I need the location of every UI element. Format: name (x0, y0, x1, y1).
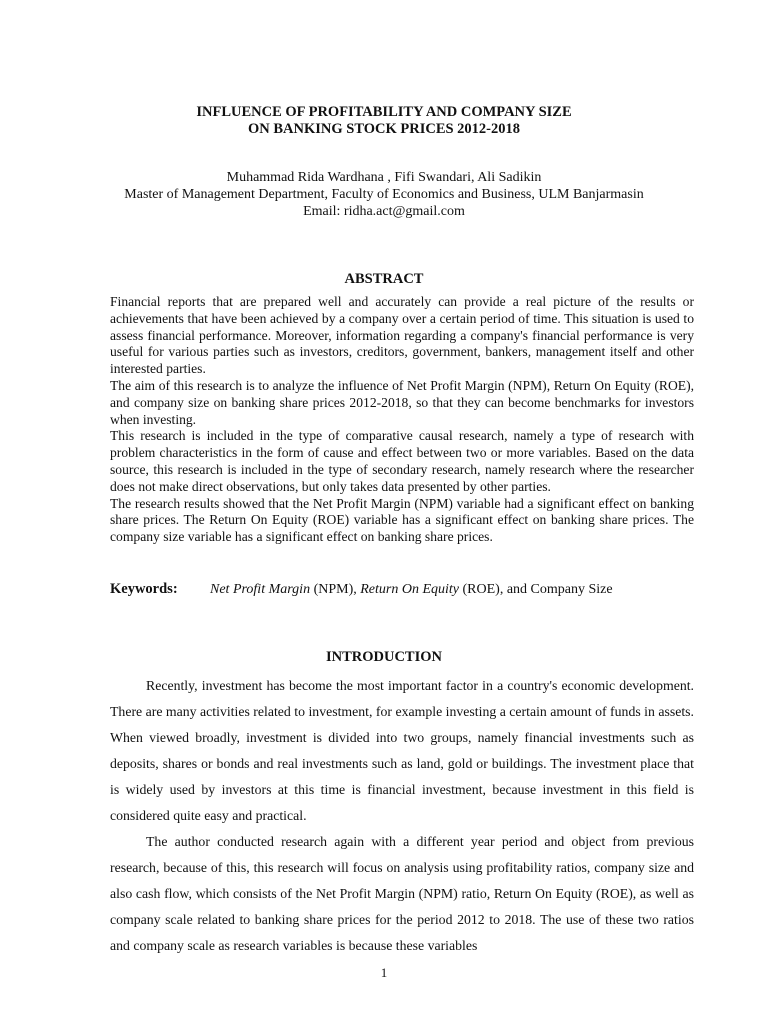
affiliation: Master of Management Department, Faculty of Economics and Business, ULM Banjarmasin (124, 187, 644, 202)
paper-title-line-1: INFLUENCE OF PROFITABILITY AND COMPANY SIZE (196, 104, 572, 120)
introduction-body (110, 673, 694, 959)
paper-title-line-2: ON BANKING STOCK PRICES 2012-2018 (247, 121, 521, 137)
keyword-rest: (ROE), and Company Size (459, 582, 613, 597)
authors: Muhammad Rida Wardhana , Fifi Swandari, Ali Sadikin (226, 170, 542, 185)
introduction-paragraph: Recently, investment has become the most important factor in a country's economic development. There are many activities related to investment, for example investing a certain amount of funds in assets. When viewed broadly, investment is divided into two groups, namely financial investments such as deposits, shares or bonds and real investments such as land, gold or buildings. The investment place that is widely used by investors at this time is financial investment, because investment in this field is considered quite easy and practical. (110, 678, 694, 823)
keyword-npm-abbr: (NPM), (310, 582, 361, 597)
keywords-line (110, 581, 710, 598)
keyword-roe: Return On Equity (360, 582, 460, 597)
keywords-label: Keywords: (110, 581, 178, 597)
page-number: 1 (380, 965, 388, 980)
introduction-paragraph: The author conducted research again with a different year period and object from previous research, because of this, this research will focus on analysis using profitability ratios, company size and also cash flow, which consists of the Net Profit Margin (NPM) ratio, Return On Equity (ROE), as well as company scale related to banking share prices for the period 2012 to 2018. The use of these two ratios and company scale as research variables is because these variables (110, 834, 694, 953)
introduction-heading: INTRODUCTION (325, 649, 442, 665)
abstract-paragraph: Financial reports that are prepared well and accurately can provide a real picture of the results or achievements that have been achieved by a company over a certain period of time. This situation is used to assess financial performance. Moreover, information regarding a company's financial performance is very useful for various parties such as investors, creditors, government, bankers, management itself and other interested parties. (110, 294, 694, 377)
abstract-paragraph: The research results showed that the Net Profit Margin (NPM) variable had a significant effect on banking share prices. The Return On Equity (ROE) variable has a significant effect on banking share prices. The company size variable has a significant effect on banking share prices. (110, 495, 694, 545)
abstract-heading: ABSTRACT (344, 271, 424, 287)
author-email: Email: ridha.act@gmail.com (303, 204, 465, 219)
abstract-paragraph: The aim of this research is to analyze the influence of Net Profit Margin (NPM), Return On Equity (ROE), and company size on banking share prices 2012-2018, so that they can become benchmarks for investors when investing. (110, 377, 694, 427)
abstract-paragraph: This research is included in the type of comparative causal research, namely a type of research with problem characteristics in the form of cause and effect between two or more variables. Based on the data source, this research is included in the type of secondary research, namely research where the researcher does not make direct observations, but only takes data presented by other parties. (110, 428, 694, 494)
abstract-body (110, 294, 694, 546)
keyword-npm: Net Profit Margin (210, 582, 311, 597)
